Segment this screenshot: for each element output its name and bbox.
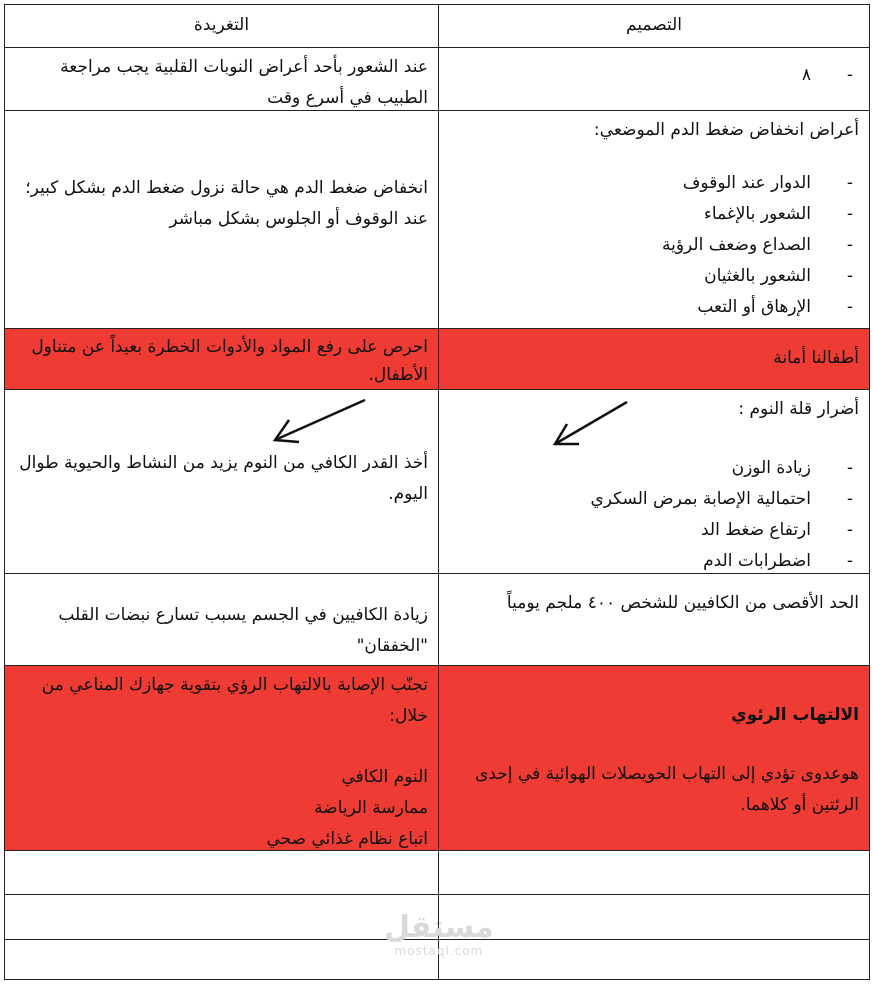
table-row — [5, 329, 869, 390]
design-cell — [439, 48, 869, 110]
tweet-cell: عند الشعور بأحد أعراض النوبات القلبية يجب مراجعة الطبيب في أسرع وقت — [5, 48, 439, 110]
content-table — [4, 4, 870, 980]
tweet-cell — [5, 390, 439, 573]
watermark-url: mostaql.com — [394, 944, 484, 958]
tweet-cell — [5, 895, 439, 939]
tweet-cell: زيادة الكافيين في الجسم يسبب تسارع نبضات القلب "الخفقان" — [5, 574, 439, 665]
table-row — [5, 574, 869, 666]
design-title: أعراض انخفاض ضغط الدم الموضعي: — [593, 120, 859, 140]
design-cell — [439, 666, 869, 850]
watermark-logo — [384, 912, 494, 958]
design-cell: الحد الأقصى من الكافيين للشخص ٤٠٠ ملجم يومياً — [506, 593, 859, 613]
table-header-row — [5, 5, 869, 48]
list-item: - احتمالية الإصابة بمرض السكري — [449, 484, 859, 515]
table-row — [5, 851, 869, 895]
design-cell — [439, 111, 869, 328]
list-item: - الشعور بالإغماء — [449, 199, 859, 230]
table-row — [5, 111, 869, 329]
list-item: - ٨ — [449, 60, 859, 91]
list-item: ممارسة الرياضة — [314, 798, 428, 818]
design-cell — [439, 895, 869, 939]
arrow-icon — [543, 396, 635, 452]
table-row — [5, 48, 869, 111]
table-row — [5, 390, 869, 574]
list-item: - اضطرابات الدم — [449, 546, 859, 577]
arrow-icon — [263, 394, 373, 448]
design-body: هوعدوى تؤدي إلى التهاب الحويصلات الهوائية في إحدى الرئتين أو كلاهما. — [475, 764, 859, 815]
header-design: التصميم — [625, 15, 683, 35]
watermark-logo-text: مستقل — [384, 910, 494, 945]
design-title: أضرار قلة النوم : — [738, 399, 859, 419]
design-cell: أطفالنا أمانة — [439, 329, 869, 389]
tweet-cell — [5, 940, 439, 979]
list-item: - الإرهاق أو التعب — [449, 292, 859, 323]
tweet-cell: انخفاض ضغط الدم هي حالة نزول ضغط الدم بشكل كبير؛ عند الوقوف أو الجلوس بشكل مباشر — [5, 111, 439, 328]
list-item: - زيادة الوزن — [449, 453, 859, 484]
design-title: الالتهاب الرئوي — [731, 705, 859, 725]
header-tweet: التغريدة — [5, 5, 439, 47]
list-item: اتباع نظام غذائي صحي — [266, 829, 428, 849]
list-item: - الدوار عند الوقوف — [449, 168, 859, 199]
tweet-intro: تجنّب الإصابة بالالتهاب الرؤي بتقوية جهازك المناعي من خلال: — [41, 675, 428, 726]
table-row — [5, 666, 869, 851]
list-item: - الشعور بالغثيان — [449, 261, 859, 292]
tweet-cell — [5, 851, 439, 894]
list-item: - الصداع وضعف الرؤية — [449, 230, 859, 261]
design-cell — [439, 851, 869, 894]
tweet-cell — [5, 666, 439, 850]
list-item: النوم الكافي — [341, 767, 428, 787]
design-cell — [439, 390, 869, 573]
list-item: - ارتفاع ضغط الد — [449, 515, 859, 546]
tweet-text: أخذ القدر الكافي من النوم يزيد من النشاط والحيوية طوال اليوم. — [19, 453, 428, 504]
tweet-cell: احرص على رفع المواد والأدوات الخطرة بعيداً عن متناول الأطفال. — [5, 329, 439, 389]
design-cell — [439, 940, 869, 979]
